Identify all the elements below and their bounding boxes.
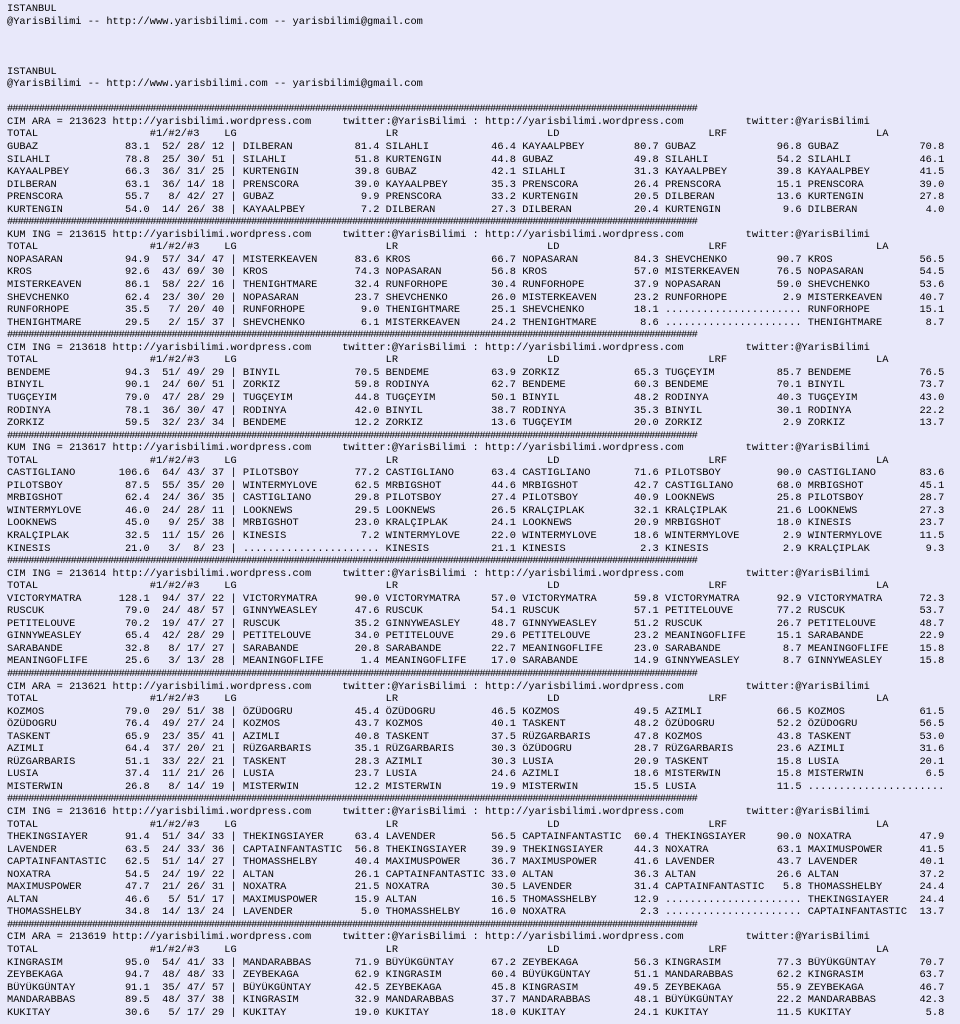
table-row: LOOKNEWS 45.0 9/ 25/ 38 | MRBIGSHOT 23.0 KRALÇIPLAK 24.1 LOOKNEWS 20.9 MRBIGSHOT 18.0 KINESIS 23.7 — [7, 517, 945, 530]
race-block — [7, 793, 955, 918]
table-row: KINESIS 21.0 3/ 8/ 23 | ...................... KINESIS 21.1 KINESIS 2.3 KINESIS 2.9 KRALÇIPLAK 9.3 — [7, 542, 945, 555]
column-header: TOTAL #1/#2/#3 LG LR LD LRF LA — [7, 818, 889, 831]
table-row: THEKINGSIAYER 91.4 51/ 34/ 33 | THEKINGSIAYER 63.4 LAVENDER 56.5 CAPTAINFANTASTIC 60.4 THEKINGSIAYER 90.0 NOXATRA 47.9 — [7, 831, 945, 844]
race-block — [7, 430, 955, 555]
header-city: ISTANBUL — [7, 65, 57, 78]
separator-line: ################################################################################################################################## — [7, 793, 697, 806]
table-row: PETITELOUVE 70.2 19/ 47/ 27 | RUSCUK 35.2 GINNYWEASLEY 48.7 GINNYWEASLEY 51.2 RUSCUK 26.7 PETITELOUVE 48.7 — [7, 617, 945, 630]
table-row: GUBAZ 83.1 52/ 28/ 12 | DILBERAN 81.4 SILAHLI 46.4 KAYAALPBEY 80.7 GUBAZ 96.8 GUBAZ 70.8 — [7, 141, 945, 154]
table-row: RODINYA 78.1 36/ 30/ 47 | RODINYA 42.0 BINYIL 38.7 RODINYA 35.3 BINYIL 30.1 RODINYA 22.2 — [7, 404, 945, 417]
blank-line — [7, 41, 955, 54]
table-row: RUNFORHOPE 35.5 7/ 20/ 40 | RUNFORHOPE 9.0 THENIGHTMARE 25.1 SHEVCHENKO 18.1 ...................... RUNFORHOPE 15.1 — [7, 304, 945, 317]
blank-line — [7, 28, 955, 41]
table-row: MEANINGOFLIFE 25.6 3/ 13/ 28 | MEANINGOFLIFE 1.4 MEANINGOFLIFE 17.0 SARABANDE 14.9 GINNYWEASLEY 8.7 GINNYWEASLEY 15.8 — [7, 655, 945, 668]
table-row: ZORKIZ 59.5 32/ 23/ 34 | BENDEME 12.2 ZORKIZ 13.6 TUGÇEYIM 20.0 ZORKIZ 2.9 ZORKIZ 13.7 — [7, 417, 945, 430]
table-row: NOPASARAN 94.9 57/ 34/ 47 | MISTERKEAVEN 83.6 KROS 66.7 NOPASARAN 84.3 SHEVCHENKO 90.7 KROS 56.5 — [7, 253, 945, 266]
table-row: THOMASSHELBY 34.8 14/ 13/ 24 | LAVENDER 5.0 THOMASSHELBY 16.0 NOXATRA 2.3 ...................... CAPTAINFANTASTIC 13.7 — [7, 906, 945, 919]
column-header: TOTAL #1/#2/#3 LG LR LD LRF LA — [7, 693, 889, 706]
table-row: BENDEME 94.3 51/ 49/ 29 | BINYIL 70.5 BENDEME 63.9 ZORKIZ 65.3 TUGÇEYIM 85.7 BENDEME 76.5 — [7, 366, 945, 379]
table-row: ZEYBEKAGA 94.7 48/ 48/ 33 | ZEYBEKAGA 62.9 KINGRASIM 60.4 BÜYÜKGÜNTAY 51.1 MANDARABBAS 62.2 KINGRASIM 63.7 — [7, 969, 945, 982]
race-title: CIM ING = 213618 http://yarisbilimi.wordpress.com twitter:@YarisBilimi : http://yarisbilimi.wordpress.com twitter:@YarisBilimi — [7, 341, 870, 354]
table-row: THENIGHTMARE 29.5 2/ 15/ 37 | SHEVCHENKO 6.1 MISTERKEAVEN 24.2 THENIGHTMARE 8.6 ...................... THENIGHTMARE 8.7 — [7, 316, 945, 329]
table-row: RÜZGARBARIS 51.1 33/ 22/ 21 | TASKENT 28.3 AZIMLI 30.3 LUSIA 20.9 TASKENT 15.8 LUSIA 20.1 — [7, 755, 945, 768]
table-row: AZIMLI 64.4 37/ 20/ 21 | RÜZGARBARIS 35.1 RÜZGARBARIS 30.3 ÖZÜDOGRU 28.7 RÜZGARBARIS 23.6 AZIMLI 31.6 — [7, 743, 945, 756]
table-row: KAYAALPBEY 66.3 36/ 31/ 25 | KURTENGIN 39.8 GUBAZ 42.1 SILAHLI 31.3 KAYAALPBEY 39.8 KAYAALPBEY 41.5 — [7, 166, 945, 179]
table-row: PRENSCORA 55.7 8/ 42/ 27 | GUBAZ 9.9 PRENSCORA 33.2 KURTENGIN 20.5 DILBERAN 13.6 KURTENGIN 27.8 — [7, 191, 945, 204]
table-row: RUSCUK 79.0 24/ 48/ 57 | GINNYWEASLEY 47.6 RUSCUK 54.1 RUSCUK 57.1 PETITELOUVE 77.2 RUSCUK 53.7 — [7, 605, 945, 618]
table-row: SHEVCHENKO 62.4 23/ 30/ 20 | NOPASARAN 23.7 SHEVCHENKO 26.0 MISTERKEAVEN 23.2 RUNFORHOPE 2.9 MISTERKEAVEN 40.7 — [7, 291, 945, 304]
table-row: KOZMOS 79.0 29/ 51/ 38 | ÖZÜDOGRU 45.4 ÖZÜDOGRU 46.5 KOZMOS 49.5 AZIMLI 66.5 KOZMOS 61.5 — [7, 705, 945, 718]
table-row: LAVENDER 63.5 24/ 33/ 36 | CAPTAINFANTASTIC 56.8 THEKINGSIAYER 39.9 THEKINGSIAYER 44.3 NOXATRA 63.1 MAXIMUSPOWER 41.5 — [7, 843, 945, 856]
race-title: CIM ARA = 213621 http://yarisbilimi.wordpress.com twitter:@YarisBilimi : http://yarisbilimi.wordpress.com twitter:@YarisBilimi — [7, 680, 870, 693]
separator-line: ################################################################################################################################## — [7, 103, 697, 116]
race-block — [7, 329, 955, 429]
column-header: TOTAL #1/#2/#3 LG LR LD LRF LA — [7, 944, 889, 957]
column-header: TOTAL #1/#2/#3 LG LR LD LRF LA — [7, 454, 889, 467]
race-block — [7, 555, 955, 668]
header-city: ISTANBUL — [7, 3, 57, 15]
race-title: CIM ING = 213616 http://yarisbilimi.wordpress.com twitter:@YarisBilimi : http://yarisbilimi.wordpress.com twitter:@YarisBilimi — [7, 806, 870, 818]
table-row: DILBERAN 63.1 36/ 14/ 18 | PRENSCORA 39.0 KAYAALPBEY 35.3 PRENSCORA 26.4 PRENSCORA 15.1 PRENSCORA 39.0 — [7, 178, 945, 191]
table-row: MISTERKEAVEN 86.1 58/ 22/ 16 | THENIGHTMARE 32.4 RUNFORHOPE 30.4 RUNFORHOPE 37.9 NOPASARAN 59.0 SHEVCHENKO 53.6 — [7, 279, 945, 292]
separator-line: ################################################################################################################################## — [7, 918, 697, 931]
column-header: TOTAL #1/#2/#3 LG LR LD LRF LA — [7, 354, 889, 367]
results-document — [7, 3, 955, 1019]
table-row: WINTERMYLOVE 46.0 24/ 28/ 11 | LOOKNEWS 29.5 LOOKNEWS 26.5 KRALÇIPLAK 32.1 KRALÇIPLAK 21.6 LOOKNEWS 27.3 — [7, 504, 945, 517]
table-row: MANDARABBAS 89.5 48/ 37/ 38 | KINGRASIM 32.9 MANDARABBAS 37.7 MANDARABBAS 48.1 BÜYÜKGÜNTAY 22.2 MANDARABBAS 42.3 — [7, 994, 945, 1007]
table-row: VICTORYMATRA 128.1 94/ 37/ 22 | VICTORYMATRA 90.0 VICTORYMATRA 57.0 VICTORYMATRA 59.8 VICTORYMATRA 92.9 VICTORYMATRA 72.3 — [7, 592, 945, 605]
table-row: PILOTSBOY 87.5 55/ 35/ 20 | WINTERMYLOVE 62.5 MRBIGSHOT 44.6 MRBIGSHOT 42.7 CASTIGLIANO 68.0 MRBIGSHOT 45.1 — [7, 479, 945, 492]
race-block — [7, 668, 955, 793]
race-title: CIM ING = 213614 http://yarisbilimi.wordpress.com twitter:@YarisBilimi : http://yarisbilimi.wordpress.com twitter:@YarisBilimi — [7, 567, 870, 580]
table-row: GINNYWEASLEY 65.4 42/ 28/ 29 | PETITELOUVE 34.0 PETITELOUVE 29.6 PETITELOUVE 23.2 MEANINGOFLIFE 15.1 SARABANDE 22.9 — [7, 630, 945, 643]
column-header: TOTAL #1/#2/#3 LG LR LD LRF LA — [7, 580, 889, 593]
separator-line: ################################################################################################################################## — [7, 329, 697, 342]
table-row: CASTIGLIANO 106.6 64/ 43/ 37 | PILOTSBOY 77.2 CASTIGLIANO 63.4 CASTIGLIANO 71.6 PILOTSBOY 90.0 CASTIGLIANO 83.6 — [7, 467, 945, 480]
column-header: TOTAL #1/#2/#3 LG LR LD LRF LA — [7, 128, 889, 141]
blank-line — [7, 53, 955, 66]
header-contact: @YarisBilimi -- http://www.yarisbilimi.com -- yarisbilimi@gmail.com — [7, 15, 423, 28]
separator-line: ################################################################################################################################## — [7, 667, 697, 680]
table-row: SARABANDE 32.8 8/ 17/ 27 | SARABANDE 20.8 SARABANDE 22.7 MEANINGOFLIFE 23.0 SARABANDE 8.7 MEANINGOFLIFE 15.8 — [7, 642, 945, 655]
race-title: CIM ARA = 213619 http://yarisbilimi.wordpress.com twitter:@YarisBilimi : http://yarisbilimi.wordpress.com twitter:@YarisBilimi — [7, 931, 870, 944]
table-row: SILAHLI 78.8 25/ 30/ 51 | SILAHLI 51.8 KURTENGIN 44.8 GUBAZ 49.8 SILAHLI 54.2 SILAHLI 46.1 — [7, 153, 945, 166]
table-row: NOXATRA 54.5 24/ 19/ 22 | ALTAN 26.1 CAPTAINFANTASTIC 33.0 ALTAN 36.3 ALTAN 26.6 ALTAN 37.2 — [7, 868, 945, 881]
race-title: KUM ING = 213617 http://yarisbilimi.wordpress.com twitter:@YarisBilimi : http://yarisbilimi.wordpress.com twitter:@YarisBilimi — [7, 442, 870, 455]
table-row: MISTERWIN 26.8 8/ 14/ 19 | MISTERWIN 12.2 MISTERWIN 19.9 MISTERWIN 15.5 LUSIA 11.5 ...................... — [7, 780, 945, 793]
race-title: KUM ING = 213615 http://yarisbilimi.wordpress.com twitter:@YarisBilimi : http://yarisbilimi.wordpress.com twitter:@YarisBilimi — [7, 228, 870, 241]
table-row: ALTAN 46.6 5/ 51/ 17 | MAXIMUSPOWER 15.9 ALTAN 16.5 THOMASSHELBY 12.9 ...................... THEKINGSIAYER 24.4 — [7, 893, 945, 906]
separator-line: ################################################################################################################################## — [7, 216, 697, 229]
table-row: TUGÇEYIM 79.0 47/ 28/ 29 | TUGÇEYIM 44.8 TUGÇEYIM 50.1 BINYIL 48.2 RODINYA 40.3 TUGÇEYIM 43.0 — [7, 391, 945, 404]
table-row: KUKITAY 30.6 5/ 17/ 29 | KUKITAY 19.0 KUKITAY 18.0 KUKITAY 24.1 KUKITAY 11.5 KUKITAY 5.8 — [7, 1006, 945, 1019]
race-list — [7, 103, 955, 1019]
table-row: TASKENT 65.9 23/ 35/ 41 | AZIMLI 40.8 TASKENT 37.5 RÜZGARBARIS 47.8 KOZMOS 43.8 TASKENT 53.0 — [7, 730, 945, 743]
table-row: KROS 92.6 43/ 69/ 30 | KROS 74.3 NOPASARAN 56.8 KROS 57.0 MISTERKEAVEN 76.5 NOPASARAN 54.5 — [7, 266, 945, 279]
table-row: MAXIMUSPOWER 47.7 21/ 26/ 31 | NOXATRA 21.5 NOXATRA 30.5 LAVENDER 31.4 CAPTAINFANTASTIC 5.8 THOMASSHELBY 24.4 — [7, 881, 945, 894]
race-title: CIM ARA = 213623 http://yarisbilimi.wordpress.com twitter:@YarisBilimi : http://yarisbilimi.wordpress.com twitter:@YarisBilimi — [7, 115, 870, 128]
header-contact: @YarisBilimi -- http://www.yarisbilimi.com -- yarisbilimi@gmail.com — [7, 78, 423, 91]
table-row: KINGRASIM 95.0 54/ 41/ 33 | MANDARABBAS 71.9 BÜYÜKGÜNTAY 67.2 ZEYBEKAGA 56.3 KINGRASIM 77.3 BÜYÜKGÜNTAY 70.7 — [7, 956, 945, 969]
blank-line — [7, 91, 955, 104]
race-block — [7, 919, 955, 1019]
table-row: ÖZÜDOGRU 76.4 49/ 27/ 24 | KOZMOS 43.7 KOZMOS 40.1 TASKENT 48.2 ÖZÜDOGRU 52.2 ÖZÜDOGRU 56.5 — [7, 718, 945, 731]
table-row: KURTENGIN 54.0 14/ 26/ 38 | KAYAALPBEY 7.2 DILBERAN 27.3 DILBERAN 20.4 KURTENGIN 9.6 DILBERAN 4.0 — [7, 203, 945, 216]
race-block — [7, 216, 955, 329]
race-block — [7, 103, 955, 216]
table-row: BINYIL 90.1 24/ 60/ 51 | ZORKIZ 59.8 RODINYA 62.7 BENDEME 60.3 BENDEME 70.1 BINYIL 73.7 — [7, 379, 945, 392]
table-row: MRBIGSHOT 62.4 24/ 36/ 35 | CASTIGLIANO 29.8 PILOTSBOY 27.4 PILOTSBOY 40.9 LOOKNEWS 25.8 PILOTSBOY 28.7 — [7, 492, 945, 505]
table-row: CAPTAINFANTASTIC 62.5 51/ 14/ 27 | THOMASSHELBY 40.4 MAXIMUSPOWER 36.7 MAXIMUSPOWER 41.6 LAVENDER 43.7 LAVENDER 40.1 — [7, 856, 945, 869]
table-row: BÜYÜKGÜNTAY 91.1 35/ 47/ 57 | BÜYÜKGÜNTAY 42.5 ZEYBEKAGA 45.8 KINGRASIM 49.5 ZEYBEKAGA 55.9 ZEYBEKAGA 46.7 — [7, 981, 945, 994]
table-row: LUSIA 37.4 11/ 21/ 26 | LUSIA 23.7 LUSIA 24.6 AZIMLI 18.6 MISTERWIN 15.8 MISTERWIN 6.5 — [7, 768, 945, 781]
table-row: KRALÇIPLAK 32.5 11/ 15/ 26 | KINESIS 7.2 WINTERMYLOVE 22.0 WINTERMYLOVE 18.6 WINTERMYLOVE 2.9 WINTERMYLOVE 11.5 — [7, 529, 945, 542]
column-header: TOTAL #1/#2/#3 LG LR LD LRF LA — [7, 241, 889, 254]
separator-line: ################################################################################################################################## — [7, 429, 697, 442]
separator-line: ################################################################################################################################## — [7, 555, 697, 568]
